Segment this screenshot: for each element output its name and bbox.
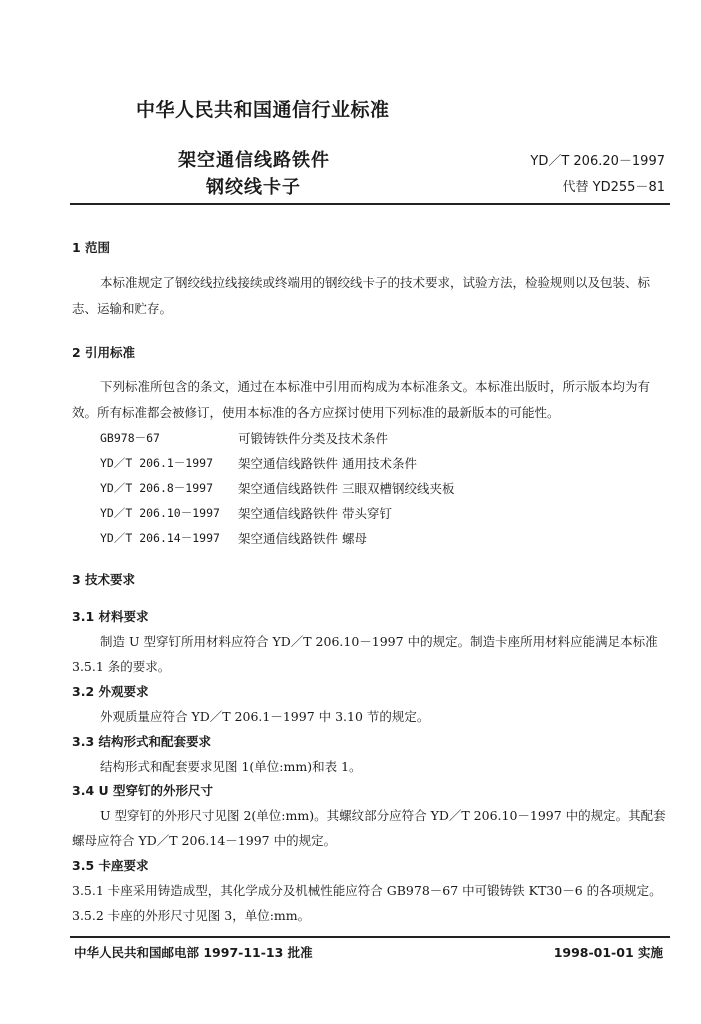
reference-title: 架空通信线路铁件 螺母	[238, 531, 367, 546]
reference-code: YD／T 206.14－1997	[100, 531, 220, 545]
reference-code: YD／T 206.10－1997	[100, 506, 220, 520]
section-3-3-heading: 3.3 结构形式和配套要求	[72, 734, 211, 749]
reference-title: 架空通信线路铁件 三眼双槽钢绞线夹板	[238, 481, 455, 496]
section-3-2-heading: 3.2 外观要求	[72, 684, 149, 699]
section-3-4-line-1: U 型穿钉的外形尺寸见图 2(单位:mm)。其螺纹部分应符合 YD／T 206.10－1997 中的规定。其配套	[100, 808, 666, 823]
section-3-5-heading: 3.5 卡座要求	[72, 858, 149, 873]
effective-date: 1998-01-01 实施	[553, 945, 663, 960]
section-3-1-line-1: 制造 U 型穿钉所用材料应符合 YD／T 206.10－1997 中的规定。制造卡座所用材料应能满足本标准	[100, 634, 658, 649]
reference-title: 可锻铸铁件分类及技术条件	[238, 431, 389, 446]
issuing-authority: 中华人民共和国通信行业标准	[136, 99, 390, 121]
approval-line: 中华人民共和国邮电部 1997-11-13 批准	[74, 945, 313, 960]
section-1-heading: 1 范围	[72, 240, 111, 255]
reference-title: 架空通信线路铁件 带头穿钉	[238, 506, 392, 521]
section-3-1-heading: 3.1 材料要求	[72, 609, 149, 624]
title-line-1: 架空通信线路铁件	[178, 150, 330, 171]
section-3-1-line-2: 3.5.1 条的要求。	[72, 659, 171, 674]
standard-number: YD／T 206.20－1997	[530, 154, 665, 169]
section-2-paragraph: 下列标准所包含的条文，通过在本标准中引用而构成为本标准条文。本标准出版时，所示版本均为有效。所有标准都会被修订，使用本标准的各方应探讨使用下列标准的最新版本的可能性。	[72, 379, 651, 420]
reference-code: YD／T 206.1－1997	[100, 456, 214, 470]
section-3-5-1-line: 3.5.1 卡座采用铸造成型，其化学成分及机械性能应符合 GB978－67 中可锻铸铁 KT30－6 的各项规定。	[72, 883, 662, 898]
section-3-heading: 3 技术要求	[72, 572, 136, 587]
section-3-3-line: 结构形式和配套要求见图 1(单位:mm)和表 1。	[100, 759, 362, 774]
title-line-2: 钢绞线卡子	[206, 177, 301, 198]
section-3-4-heading: 3.4 U 型穿钉的外形尺寸	[72, 783, 213, 798]
section-2-heading: 2 引用标准	[72, 345, 136, 360]
section-3-2-line: 外观质量应符合 YD／T 206.1－1997 中 3.10 节的规定。	[100, 709, 430, 724]
reference-title: 架空通信线路铁件 通用技术条件	[238, 456, 417, 471]
section-3-4-line-2: 螺母应符合 YD／T 206.14－1997 中的规定。	[72, 833, 337, 848]
footer-rule	[70, 936, 670, 938]
section-1-paragraph: 本标准规定了钢绞线拉线接续或终端用的钢绞线卡子的技术要求，试验方法，检验规则以及包装、标志、运输和贮存。	[72, 275, 651, 316]
reference-code: YD／T 206.8－1997	[100, 481, 214, 495]
header-rule	[70, 203, 670, 205]
section-3-5-2-line: 3.5.2 卡座的外形尺寸见图 3，单位:mm。	[72, 908, 311, 923]
reference-code: GB978－67	[100, 431, 160, 445]
replaces-standard: 代替 YD255－81	[562, 180, 665, 195]
